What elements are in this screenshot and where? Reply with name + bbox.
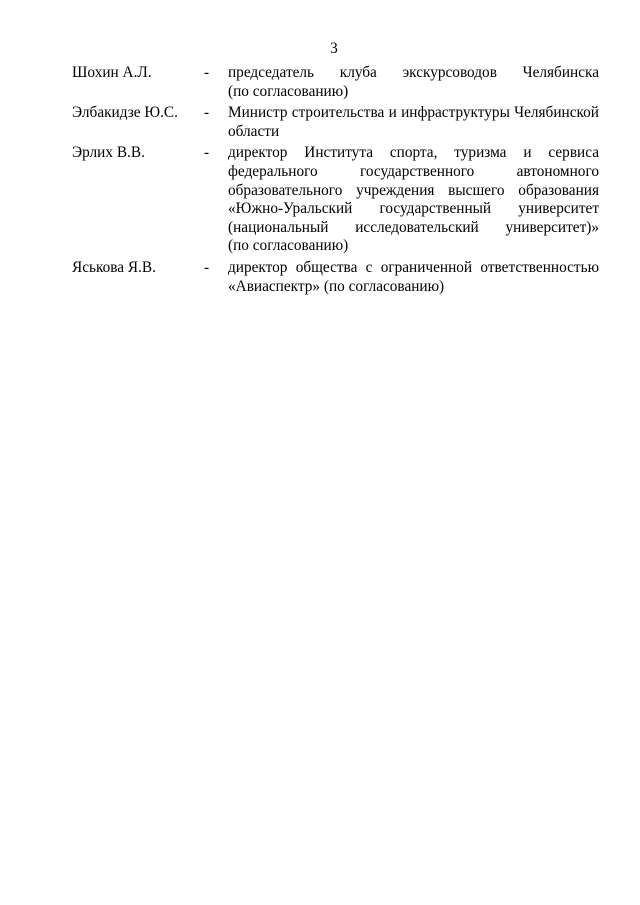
position-line: директор Института спорта, туризма и сервиса <box>228 144 599 162</box>
page-number: 3 <box>330 40 338 57</box>
position-line: федерального государственного автономного <box>228 162 599 180</box>
position-line: «Южно-Уральский государственный университет <box>228 200 599 218</box>
list-item <box>72 144 599 256</box>
position-line: председатель клуба экскурсоводов Челябинска <box>228 64 599 81</box>
member-name: Элбакидзе Ю.С. <box>72 104 178 122</box>
member-position <box>228 104 599 141</box>
list-item <box>72 104 599 141</box>
position-line: образовательного учреждения высшего образования <box>228 181 599 199</box>
dash-separator: - <box>204 144 210 162</box>
member-position <box>228 144 599 256</box>
dash-separator: - <box>204 258 210 276</box>
position-line: (по согласованию) <box>228 237 349 255</box>
position-line: (национальный исследовательский университет)» <box>228 218 599 236</box>
position-line: Министр строительства и инфраструктуры Челябинской <box>228 104 599 122</box>
position-line: «Авиаспектр» (по согласованию) <box>228 277 445 295</box>
position-line: области <box>228 122 280 140</box>
position-line: (по согласованию) <box>228 82 349 100</box>
list-item <box>72 64 599 101</box>
member-position <box>228 259 599 296</box>
member-name: Эрлих В.В. <box>72 144 145 162</box>
dash-separator: - <box>204 64 210 81</box>
position-line: директор общества с ограниченной ответственностью <box>228 258 599 276</box>
member-name: Шохин А.Л. <box>72 64 152 81</box>
list-item <box>72 259 599 296</box>
member-position <box>228 64 599 101</box>
dash-separator: - <box>204 104 210 122</box>
member-list <box>72 64 599 299</box>
member-name: Яськова Я.В. <box>72 258 156 276</box>
